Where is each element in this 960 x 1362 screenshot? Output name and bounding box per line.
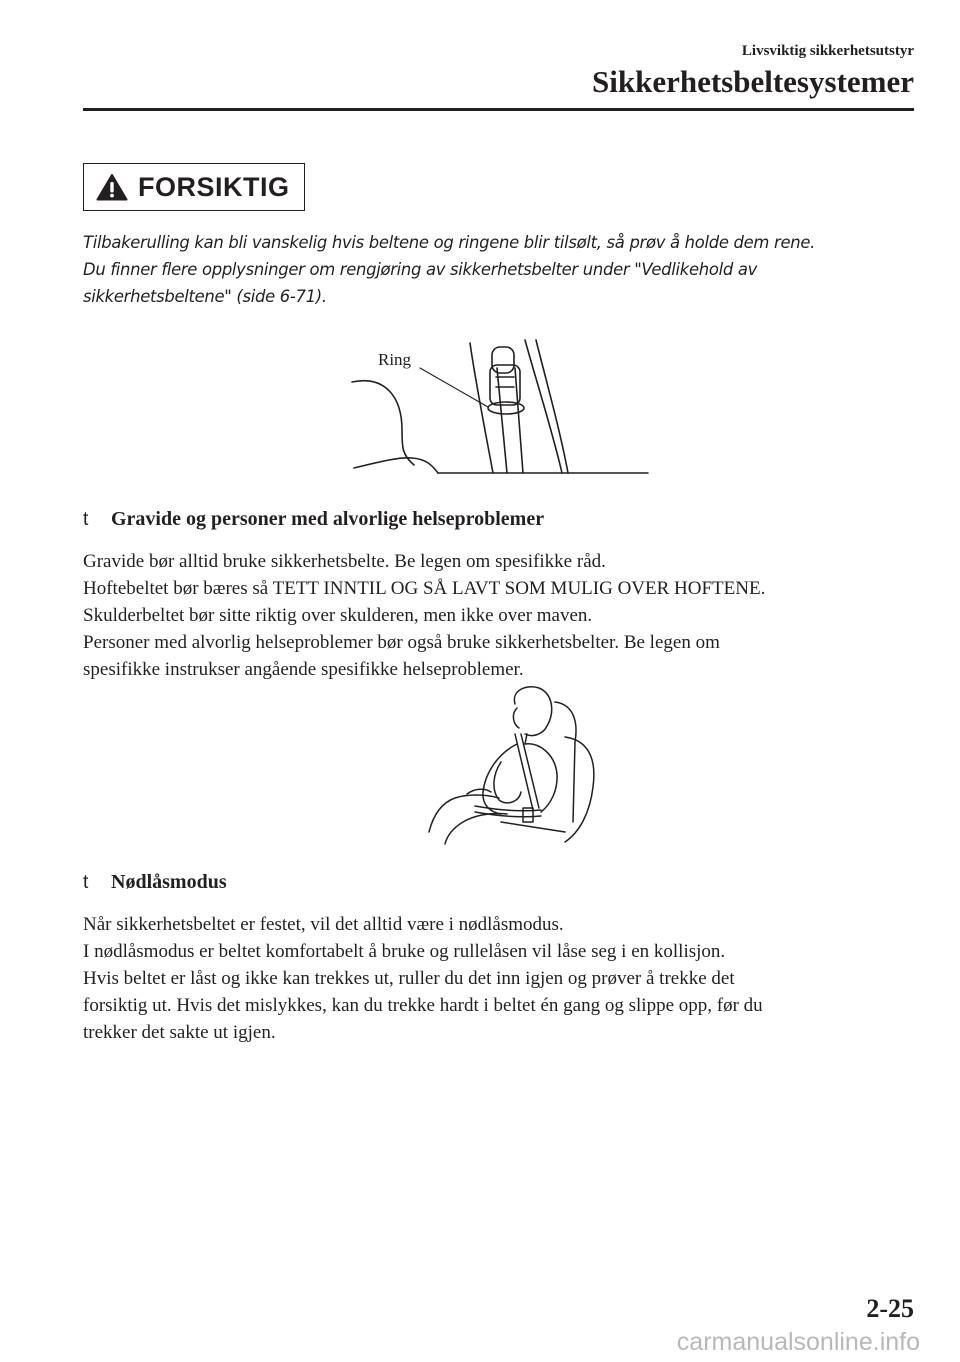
warning-triangle-icon (96, 173, 128, 201)
watermark: carmanualsonline.info (676, 1328, 920, 1356)
caution-line: Du finner flere opplysninger om rengjøring av sikkerhetsbelter under "Vedlikehold av (83, 260, 757, 279)
body-line: Gravide bør alltid bruke sikkerhetsbelte. Be legen om spesifikke råd. (83, 551, 606, 572)
chapter-title: Livsviktig sikkerhetsutstyr (741, 43, 914, 59)
body-line: Hoftebeltet bør bæres så TETT INNTIL OG SÅ LAVT SOM MULIG OVER HOFTENE. (83, 578, 766, 599)
body-line: Skulderbeltet bør sitte riktig over skulderen, men ikke over maven. (83, 605, 593, 626)
section-body-emergency-lock (83, 911, 923, 1046)
section-heading-text: Gravide og personer med alvorlige helseproblemer (111, 508, 545, 530)
page-header (592, 42, 914, 100)
page-number: 2-25 (866, 1294, 914, 1323)
body-line: spesifikke instrukser angående spesifikke helseproblemer. (83, 659, 524, 680)
caution-text (83, 229, 913, 310)
body-line: I nødlåsmodus er beltet komfortabelt å bruke og rullelåsen vil låse seg i en kollisjon. (83, 941, 726, 962)
section-heading-emergency-lock (83, 870, 227, 895)
body-line: Når sikkerhetsbeltet er festet, vil det alltid være i nødlåsmodus. (83, 914, 564, 935)
seatbelt-ring-illustration (340, 335, 650, 485)
ring-callout-label: Ring (378, 350, 412, 369)
body-line: forsiktig ut. Hvis det mislykkes, kan du trekke hardt i beltet én gang og slippe opp, før du (83, 995, 763, 1016)
body-line: Personer med alvorlig helseproblemer bør også bruke sikkerhetsbelter. Be legen om (83, 632, 720, 653)
caution-label: FORSIKTIG (138, 171, 290, 202)
section-title: Sikkerhetsbeltesystemer (592, 64, 914, 99)
header-rule (83, 108, 914, 111)
section-body-pregnant (83, 548, 923, 683)
section-heading-text: Nødlåsmodus (111, 871, 227, 893)
pregnant-woman-seatbelt-illustration (415, 682, 595, 847)
section-bullet: t (83, 509, 89, 530)
section-bullet: t (83, 872, 89, 893)
caution-line: sikkerhetsbeltene" (side 6-71). (83, 287, 327, 306)
caution-box (83, 163, 305, 211)
body-line: Hvis beltet er låst og ikke kan trekkes ut, ruller du det inn igjen og prøver å trekke det (83, 968, 735, 989)
body-line: trekker det sakte ut igjen. (83, 1022, 276, 1043)
section-heading-pregnant (83, 507, 544, 532)
caution-line: Tilbakerulling kan bli vanskelig hvis beltene og ringene blir tilsølt, så prøv å holde dem rene. (83, 233, 816, 252)
